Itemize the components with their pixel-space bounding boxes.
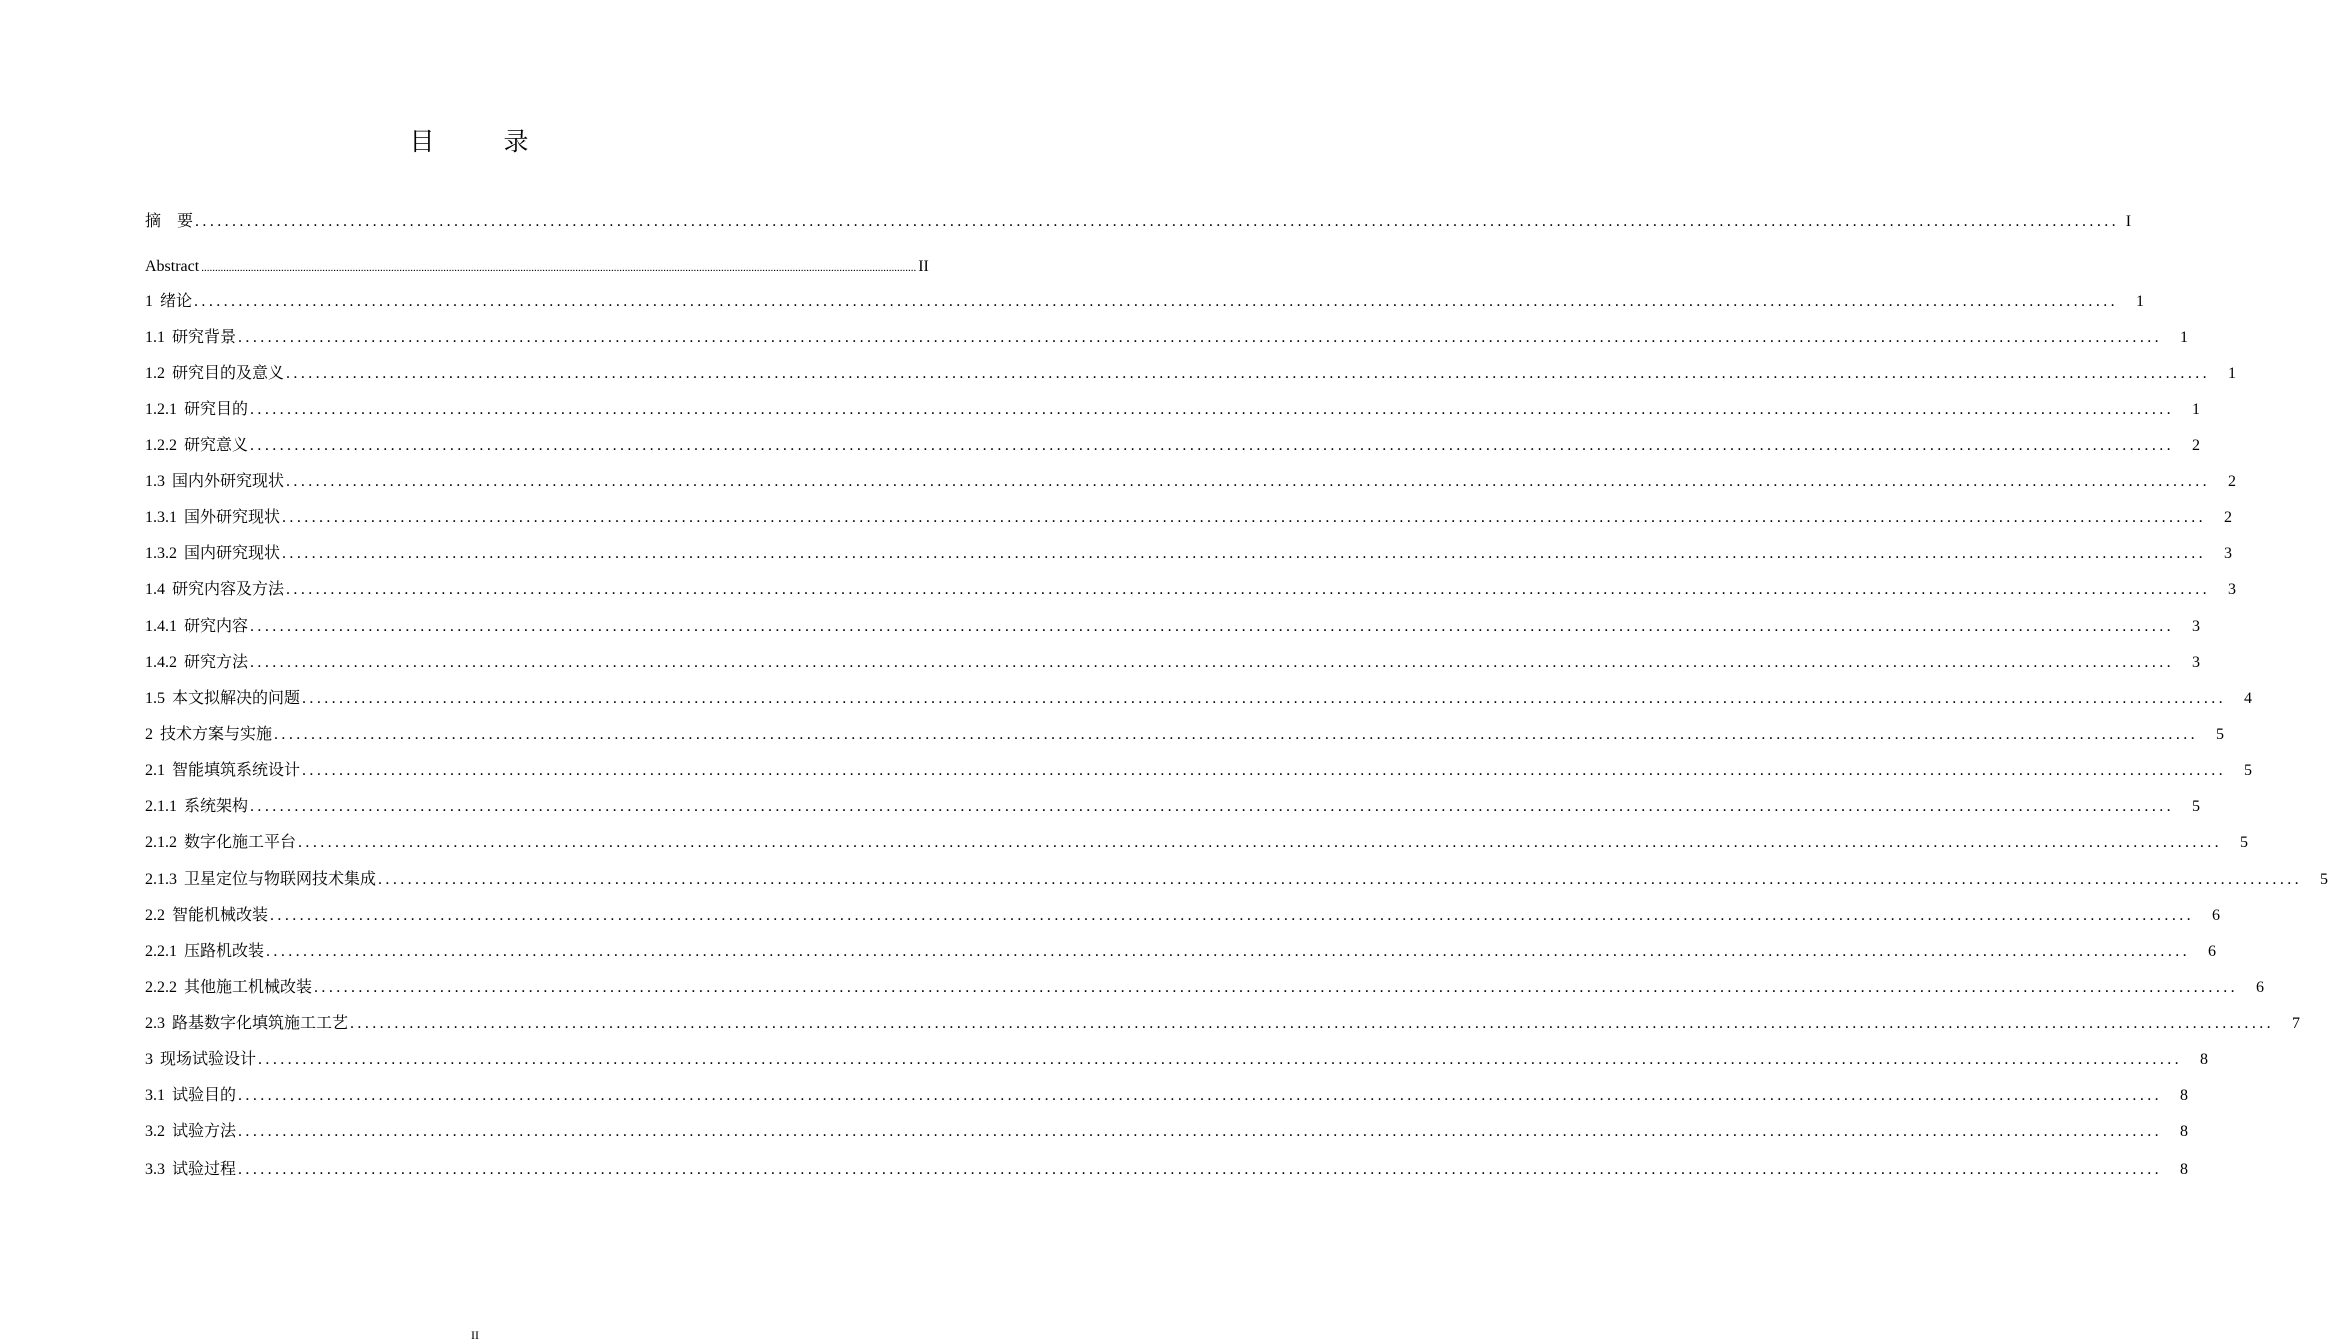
toc-entry-text: 研究内容及方法	[172, 581, 285, 598]
toc-entry-label	[145, 1048, 256, 1072]
page-footer-number: II	[471, 1328, 479, 1342]
dot-leader: ....................................................................................................................................................................................................................................................................	[250, 798, 2175, 815]
dot-leader: ....................................................................................................................................................................................................................................................................	[250, 618, 2175, 635]
toc-entry-number: 1.5	[145, 690, 165, 707]
toc-entry[interactable]	[145, 506, 2233, 530]
toc-entry[interactable]	[145, 651, 2201, 675]
toc-entry-page-number: 1	[2228, 365, 2237, 382]
dot-leader: ....................................................................................................................................................................................................................................................................	[194, 293, 2119, 310]
toc-entry-text: 现场试验设计	[160, 1051, 257, 1068]
toc-entry-page-number: 8	[2180, 1087, 2189, 1104]
toc-entry-text: 试验过程	[172, 1161, 237, 1178]
toc-entry-number: 2.1	[145, 762, 165, 779]
toc-entry-label	[145, 578, 284, 602]
toc-entry-text: 数字化施工平台	[184, 834, 297, 851]
toc-entry-number: 2.1.2	[145, 834, 177, 851]
toc-entry-number: 1.4.2	[145, 654, 177, 671]
toc-entry[interactable]	[145, 976, 2265, 1000]
toc-entry-page-number: 3	[2228, 581, 2237, 598]
toc-entry[interactable]	[145, 326, 2189, 350]
toc-entry-page-number: 2	[2192, 437, 2201, 454]
dot-leader: ....................................................................................................................................................................................................................................................................	[238, 1123, 2163, 1140]
toc-entry[interactable]	[145, 470, 2237, 494]
toc-entry-text: Abstract	[145, 258, 200, 275]
dot-leader: ....................................................................................................................................................................................................................................................................	[302, 762, 2227, 779]
toc-entry-label	[145, 615, 248, 639]
toc-entry-page-number: I	[2125, 213, 2132, 230]
toc-entry[interactable]	[145, 578, 2237, 602]
toc-entry-number: 3.3	[145, 1161, 165, 1178]
toc-entry-text: 研究内容	[184, 618, 249, 635]
dot-leader: ....................................................................................................................................................................................................................................................................	[286, 473, 2211, 490]
toc-entry-page-number: 5	[2192, 798, 2201, 815]
toc-entry-label	[145, 210, 193, 234]
toc-entry[interactable]	[145, 904, 2221, 928]
toc-entry-text: 摘 要	[145, 213, 194, 230]
toc-entry-text: 研究目的及意义	[172, 365, 285, 382]
toc-entry-label	[145, 1120, 236, 1144]
dot-leader: ....................................................................................................................................................................................................................................................................	[250, 437, 2175, 454]
dot-leader: ....................................................................................................................................................................................................................................................................	[302, 690, 2227, 707]
toc-entry[interactable]	[145, 723, 2225, 747]
dot-leader: ....................................................................................................................................................................................................................................................................	[270, 907, 2195, 924]
toc-entry[interactable]	[145, 398, 2201, 422]
toc-entry[interactable]	[145, 1048, 2209, 1072]
dot-leader: ....................................................................................................................................................................................................................................................................	[250, 401, 2175, 418]
toc-entry-label	[145, 868, 376, 892]
toc-entry-page-number: 5	[2216, 726, 2225, 743]
toc-entry-text: 系统架构	[184, 798, 249, 815]
toc-entry[interactable]	[145, 759, 2253, 783]
toc-entry-number: 2.1.3	[145, 871, 177, 888]
dot-leader: ....................................................................................................................................................................................................................................................................	[238, 1087, 2163, 1104]
toc-entry-text: 技术方案与实施	[160, 726, 273, 743]
toc-entry-label	[145, 326, 236, 350]
toc-entry-page-number: 5	[2244, 762, 2253, 779]
toc-title: 目 录	[409, 127, 551, 156]
toc-entry-number: 3.1	[145, 1087, 165, 1104]
toc-entry-page-number: 4	[2244, 690, 2253, 707]
toc-entry-label	[145, 470, 284, 494]
toc-entry-page-number: 6	[2208, 943, 2217, 960]
toc-entry-label	[145, 1084, 236, 1108]
toc-entry-number: 1.3.2	[145, 545, 177, 562]
toc-entry-text: 研究背景	[172, 329, 237, 346]
toc-entry-page-number: 5	[2320, 871, 2328, 888]
toc-entry-number: 1.2.1	[145, 401, 177, 418]
toc-entry-number: 2	[145, 726, 153, 743]
toc-entry[interactable]	[145, 210, 2132, 234]
toc-entry-label	[145, 542, 280, 566]
toc-entry-label	[145, 362, 284, 386]
toc-entry-text: 其他施工机械改装	[184, 979, 313, 996]
dot-leader: ....................................................................................................................................................................................................................................................................	[201, 262, 917, 274]
toc-entry[interactable]	[145, 795, 2201, 819]
toc-entry-label	[145, 795, 248, 819]
toc-entry-text: 卫星定位与物联网技术集成	[184, 871, 377, 888]
toc-entry-page-number: 3	[2224, 545, 2233, 562]
toc-entry[interactable]	[145, 940, 2217, 964]
toc-entry[interactable]	[145, 615, 2201, 639]
toc-entry-page-number: 8	[2200, 1051, 2209, 1068]
toc-entry-label	[145, 723, 272, 747]
toc-entry-number: 1.4	[145, 581, 165, 598]
dot-leader: ....................................................................................................................................................................................................................................................................	[350, 1015, 2275, 1032]
toc-entry-number: 2.2.2	[145, 979, 177, 996]
dot-leader: ....................................................................................................................................................................................................................................................................	[282, 545, 2207, 562]
toc-entry-number: 3	[145, 1051, 153, 1068]
toc-entry-label	[145, 1012, 348, 1036]
toc-entry-number: 2.3	[145, 1015, 165, 1032]
toc-entry-page-number: 6	[2256, 979, 2265, 996]
toc-entry-label	[145, 687, 300, 711]
toc-entry-page-number: 2	[2228, 473, 2237, 490]
toc-entry-number: 1	[145, 293, 153, 310]
dot-leader: ....................................................................................................................................................................................................................................................................	[238, 1161, 2163, 1178]
toc-entry-number: 1.2	[145, 365, 165, 382]
dot-leader: ....................................................................................................................................................................................................................................................................	[378, 871, 2303, 888]
toc-entry-text: 研究意义	[184, 437, 249, 454]
dot-leader: ....................................................................................................................................................................................................................................................................	[286, 365, 2211, 382]
toc-entry[interactable]	[145, 1012, 2301, 1036]
toc-entry-number: 1.1	[145, 329, 165, 346]
dot-leader: ....................................................................................................................................................................................................................................................................	[250, 654, 2175, 671]
toc-entry-number: 3.2	[145, 1123, 165, 1140]
dot-leader: ....................................................................................................................................................................................................................................................................	[274, 726, 2199, 743]
toc-entry-label	[145, 940, 264, 964]
toc-entry-label	[145, 1158, 236, 1182]
toc-entry-page-number: 1	[2180, 329, 2189, 346]
toc-entry-label	[145, 255, 199, 279]
toc-entry-number: 1.3.1	[145, 509, 177, 526]
toc-entry-label	[145, 976, 312, 1000]
toc-entry-text: 路基数字化填筑施工工艺	[172, 1015, 349, 1032]
dot-leader: ....................................................................................................................................................................................................................................................................	[238, 329, 2163, 346]
toc-entry-number: 1.3	[145, 473, 165, 490]
toc-entry-page-number: 1	[2192, 401, 2201, 418]
toc-entry-text: 试验目的	[172, 1087, 237, 1104]
toc-entry[interactable]	[145, 362, 2237, 386]
toc-entry-text: 试验方法	[172, 1123, 237, 1140]
toc-entry-page-number: 7	[2292, 1015, 2301, 1032]
toc-entry-text: 智能机械改装	[172, 907, 269, 924]
toc-entry-label	[145, 434, 248, 458]
toc-entry-page-number: 5	[2240, 834, 2249, 851]
toc-entry-page-number: 8	[2180, 1123, 2189, 1140]
toc-entry-page-number: 3	[2192, 618, 2201, 635]
toc-entry-text: 智能填筑系统设计	[172, 762, 301, 779]
toc-entry-text: 国内研究现状	[184, 545, 281, 562]
toc-entry-number: 2.2.1	[145, 943, 177, 960]
toc-entry-page-number: 1	[2136, 293, 2145, 310]
toc-entry-text: 绪论	[160, 293, 193, 310]
toc-entry[interactable]	[145, 1158, 2189, 1182]
toc-entry-page-number: II	[918, 258, 929, 275]
toc-entry-label	[145, 759, 300, 783]
toc-entry[interactable]	[145, 542, 2233, 566]
toc-entry-text: 研究方法	[184, 654, 249, 671]
toc-entry-text: 研究目的	[184, 401, 249, 418]
toc-entry-page-number: 2	[2224, 509, 2233, 526]
toc-entry[interactable]	[145, 1120, 2189, 1144]
toc-entry-text: 国外研究现状	[184, 509, 281, 526]
toc-entry[interactable]	[145, 290, 2145, 314]
dot-leader: ....................................................................................................................................................................................................................................................................	[258, 1051, 2183, 1068]
toc-entry-label	[145, 904, 268, 928]
dot-leader: ....................................................................................................................................................................................................................................................................	[298, 834, 2223, 851]
toc-entry-number: 1.4.1	[145, 618, 177, 635]
toc-entry[interactable]	[145, 255, 929, 279]
toc-entry-label	[145, 651, 248, 675]
toc-entry-label	[145, 831, 296, 855]
toc-entry-number: 2.1.1	[145, 798, 177, 815]
toc-entry-label	[145, 398, 248, 422]
dot-leader: ....................................................................................................................................................................................................................................................................	[286, 581, 2211, 598]
toc-entry-number: 2.2	[145, 907, 165, 924]
toc-entry-page-number: 8	[2180, 1161, 2189, 1178]
toc-entry[interactable]	[145, 1084, 2189, 1108]
toc-entry[interactable]	[145, 868, 2328, 892]
toc-entry-label	[145, 290, 192, 314]
toc-entry[interactable]	[145, 687, 2253, 711]
toc-entry-text: 本文拟解决的问题	[172, 690, 301, 707]
dot-leader: ....................................................................................................................................................................................................................................................................	[314, 979, 2239, 996]
toc-entry[interactable]	[145, 434, 2201, 458]
toc-entry-text: 压路机改装	[184, 943, 265, 960]
toc-entry-page-number: 3	[2192, 654, 2201, 671]
dot-leader: ....................................................................................................................................................................................................................................................................	[282, 509, 2207, 526]
toc-entry-page-number: 6	[2212, 907, 2221, 924]
toc-entry-number: 1.2.2	[145, 437, 177, 454]
dot-leader: ....................................................................................................................................................................................................................................................................	[266, 943, 2191, 960]
toc-entry[interactable]	[145, 831, 2249, 855]
dot-leader: ....................................................................................................................................................................................................................................................................	[195, 213, 2120, 230]
toc-entry-label	[145, 506, 280, 530]
toc-entry-text: 国内外研究现状	[172, 473, 285, 490]
